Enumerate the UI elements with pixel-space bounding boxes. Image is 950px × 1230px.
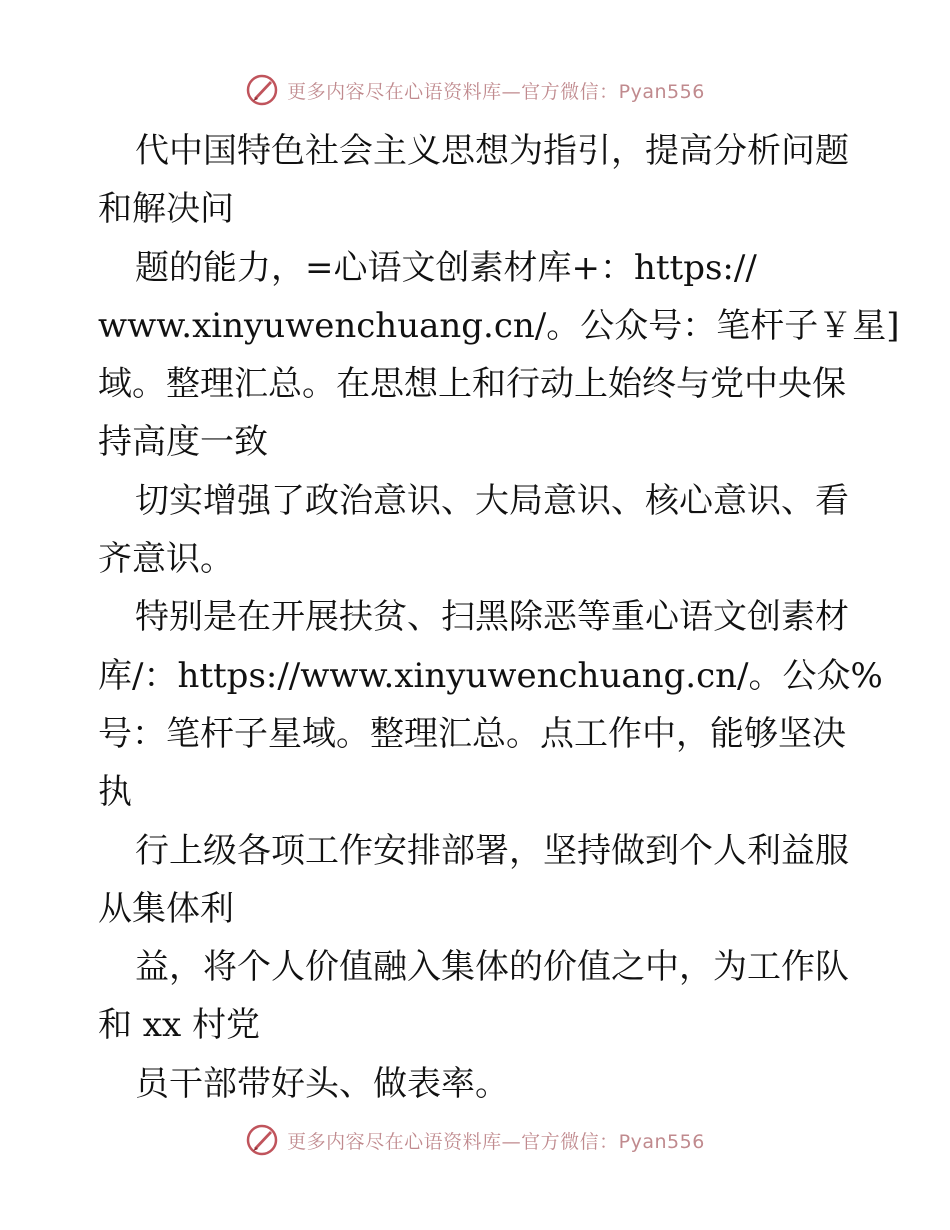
text-line: 域。整理汇总。在思想上和行动上始终与党中央保 [98,364,846,405]
text-line: 从集体利 [98,888,234,929]
text-line: 题的能力，=心语文创素材库+：https:// [135,247,757,288]
text-line: 和 xx 村党 [98,1005,260,1046]
text-line: 齐意识。 [98,539,234,580]
text-line: 行上级各项工作安排部署，坚持做到个人利益服 [135,830,849,871]
document-body [98,122,900,1113]
text-line: 号：笔杆子星域。整理汇总。点工作中，能够坚决 [98,713,846,754]
text-line: 持高度一致 [98,422,268,463]
quill-seal-icon [245,73,279,107]
header-text: 更多内容尽在心语资料库—官方微信：Pyan556 [287,80,705,103]
footer-banner [0,1120,950,1160]
text-line: 代中国特色社会主义思想为指引，提高分析问题 [135,131,849,171]
text-line: 和解决问 [98,189,234,230]
text-line: 特别是在开展扶贫、扫黑除恶等重心语文创素材 [135,597,849,638]
header-banner [0,70,950,110]
footer-text: 更多内容尽在心语资料库—官方微信：Pyan556 [287,1130,705,1153]
text-line: 库/：https://www.xinyuwenchuang.cn/。公众% [98,655,883,696]
text-line: 切实增强了政治意识、大局意识、核心意识、看 [135,480,849,521]
text-line: 执 [98,772,132,813]
text-line: 员干部带好头、做表率。 [135,1063,509,1104]
text-line: www.xinyuwenchuang.cn/。公众号：笔杆子￥星] [98,305,900,346]
quill-seal-icon [245,1123,279,1157]
text-line: 益，将个人价值融入集体的价值之中，为工作队 [135,947,849,988]
